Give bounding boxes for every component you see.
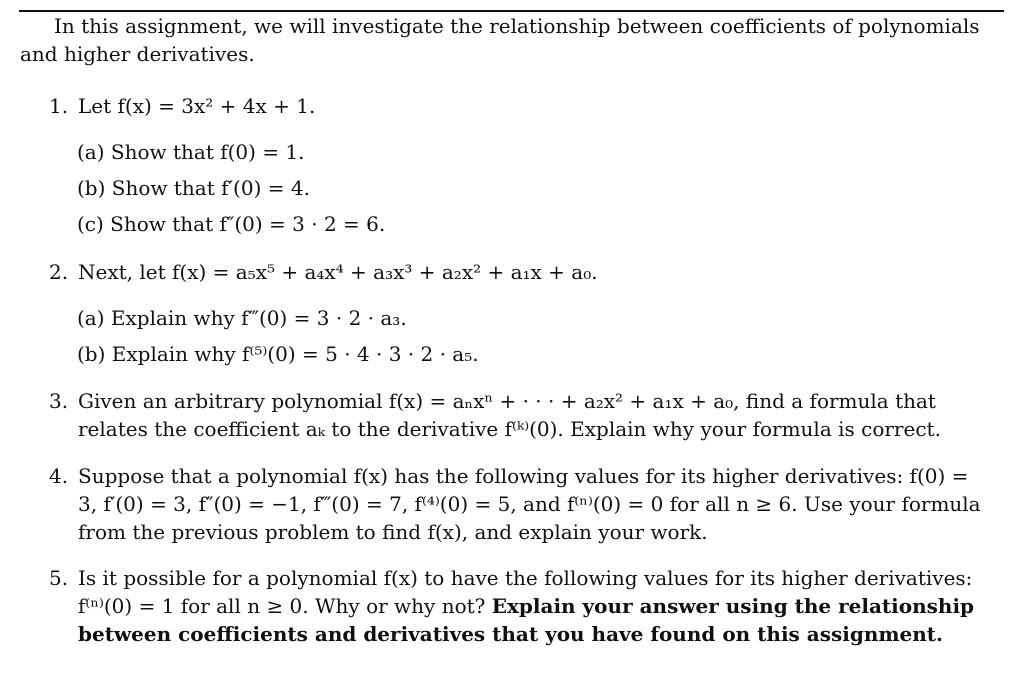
- question-text: Let f(x) = 3x² + 4x + 1.: [78, 94, 316, 118]
- question-1b: (b) Show that f′(0) = 4.: [77, 176, 310, 200]
- question-5-plain-text: Is it possible for a polynomial f(x) to have the following values for its higher derivatives: f⁽ⁿ⁾(0) = 1 for all n ≥ 0. Why or why not?: [78, 566, 973, 618]
- question-1a: (a) Show that f(0) = 1.: [77, 140, 305, 164]
- question-text: Next, let f(x) = a₅x⁵ + a₄x⁴ + a₃x³ + a₂x² + a₁x + a₀.: [78, 260, 598, 284]
- question-2b: (b) Explain why f⁽⁵⁾(0) = 5 · 4 · 3 · 2 · a₅.: [77, 342, 479, 366]
- question-2a: (a) Explain why f‴(0) = 3 · 2 · a₃.: [77, 306, 407, 330]
- question-1c: (c) Show that f″(0) = 3 · 2 = 6.: [77, 212, 386, 236]
- question-5-bold-text: Explain your answer using the relationship between coefficients and derivatives that you have found on this assignment.: [78, 594, 975, 646]
- question-number: 2.: [49, 260, 69, 284]
- question-number: 1.: [49, 94, 69, 118]
- question-text: [78, 564, 988, 648]
- question-number: 3.: [49, 389, 69, 413]
- question-number: 5.: [49, 566, 69, 590]
- question-text: Suppose that a polynomial f(x) has the following values for its higher derivatives: f(0) = 3, f′(0) = 3, f″(0) = −1, f‴(0) = 7, f⁽⁴⁾(0) = 5, and f⁽ⁿ⁾(0) = 0 for all n ≥ 6. Use your formula from the previous problem to find f(x), and explain your work.: [78, 464, 981, 544]
- question-text: Given an arbitrary polynomial f(x) = aₙxⁿ + · · · + a₂x² + a₁x + a₀, find a formula that relates the coefficient aₖ to the derivative f⁽ᵏ⁾(0). Explain why your formula is correct.: [78, 389, 941, 441]
- question-number: 4.: [49, 464, 69, 488]
- intro-paragraph: In this assignment, we will investigate the relationship between coefficients of polynomials and higher derivatives.: [20, 14, 980, 66]
